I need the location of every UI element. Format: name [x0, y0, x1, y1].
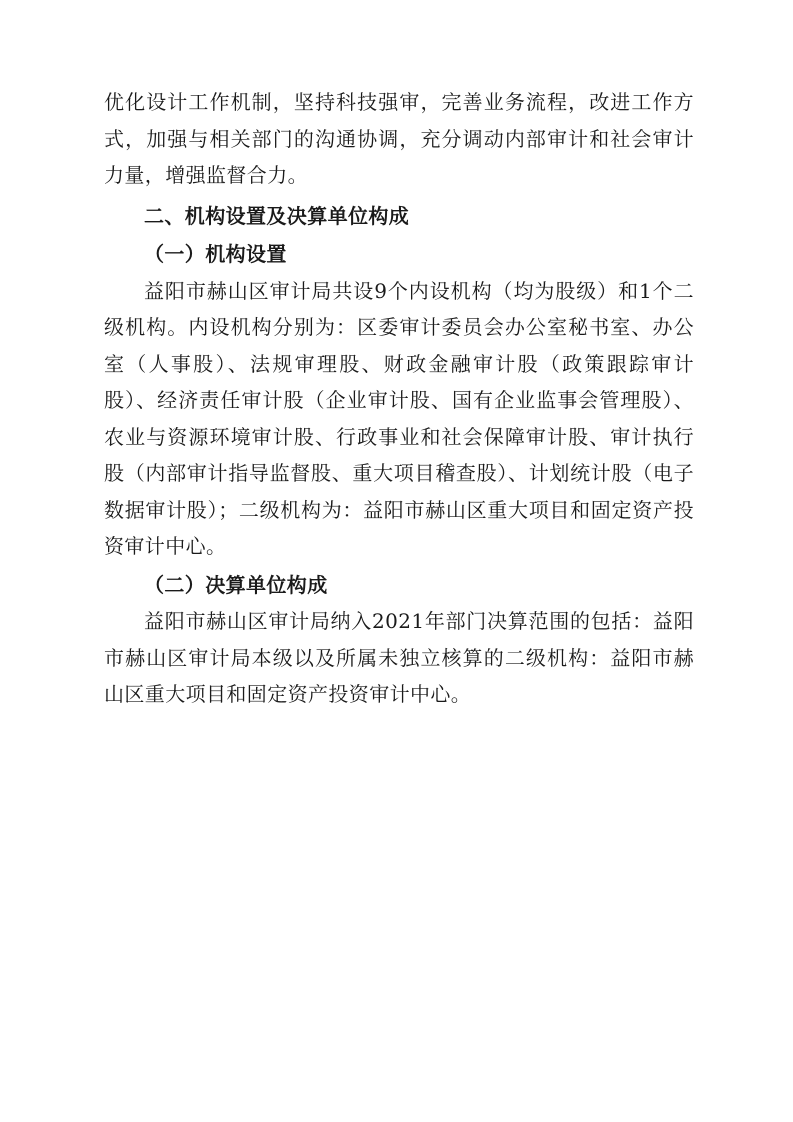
- institution-setup-paragraph: 益阳市赫山区审计局共设9个内设机构（均为股级）和1个二级机构。内设机构分别为：区委审计委员会办公室秘书室、办公室（人事股）、法规审理股、财政金融审计股（政策跟踪审计股）、经济责任审计股（企业审计股、国有企业监事会管理股）、农业与资源环境审计股、行政事业和社会保障审计股、审计执行股（内部审计指导监督股、重大项目稽查股）、计划统计股（电子数据审计股）；二级机构为：益阳市赫山区重大项目和固定资产投资审计中心。: [104, 278, 694, 558]
- subsection-heading-budget-units: （二）决算单位构成: [144, 572, 328, 597]
- budget-units-paragraph: 益阳市赫山区审计局纳入2021年部门决算范围的包括：益阳市赫山区审计局本级以及所属未独立核算的二级机构：益阳市赫山区重大项目和固定资产投资审计中心。: [104, 609, 694, 706]
- section-heading-organization: 二、机构设置及决算单位构成: [144, 203, 410, 228]
- intro-paragraph: 优化设计工作机制，坚持科技强审，完善业务流程，改进工作方式，加强与相关部门的沟通协调，充分调动内部审计和社会审计力量，增强监督合力。: [104, 90, 694, 187]
- subsection-heading-institution-setup: （一）机构设置: [144, 242, 287, 266]
- document-body: [104, 84, 694, 713]
